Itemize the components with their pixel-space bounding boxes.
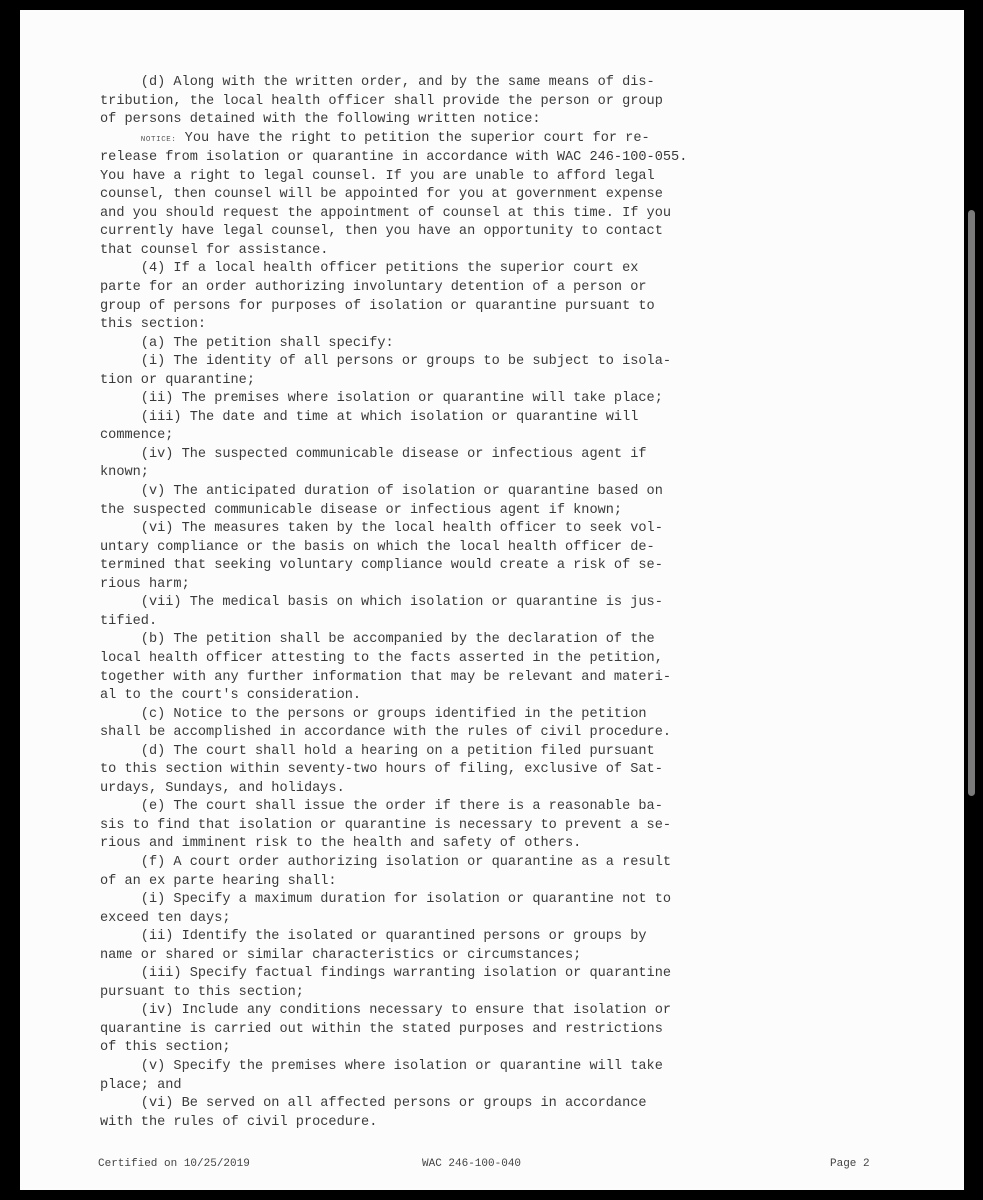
text-line: (d) The court shall hold a hearing on a petition filed pursuant — [100, 743, 655, 759]
text-line: (4) If a local health officer petitions the superior court ex — [100, 261, 639, 277]
text-line: of this section; — [100, 1040, 231, 1056]
text-line: al to the court's consideration. — [100, 688, 362, 704]
text-line: this section: — [100, 317, 207, 333]
top-border — [0, 0, 983, 10]
text-line: (ii) Identify the isolated or quarantined persons or groups by — [100, 929, 647, 945]
text-line: commence; — [100, 428, 174, 444]
text-line: (iii) The date and time at which isolation or quarantine will — [100, 409, 639, 425]
text-line: quarantine is carried out within the stated purposes and restrictions — [100, 1021, 663, 1037]
text-line: (i) Specify a maximum duration for isolation or quarantine not to — [100, 892, 672, 908]
text-line: (iii) Specify factual findings warranting isolation or quarantine — [100, 966, 672, 982]
text-line: (vi) Be served on all affected persons or groups in accordance — [100, 1096, 647, 1112]
text-line: untary compliance or the basis on which the local health officer de- — [100, 539, 655, 555]
text-line: tribution, the local health officer shall provide the person or group — [100, 93, 663, 109]
text-line: (e) The court shall issue the order if there is a reasonable ba- — [100, 799, 663, 815]
text-line: (iv) Include any conditions necessary to ensure that isolation or — [100, 1003, 672, 1019]
indent — [100, 131, 141, 146]
text-line: rious and imminent risk to the health and safety of others. — [100, 836, 582, 852]
text-line: local health officer attesting to the facts asserted in the petition, — [100, 650, 663, 666]
notice-label: NOTICE: — [140, 135, 177, 144]
text-line: parte for an order authorizing involuntary detention of a person or — [100, 280, 647, 296]
text-line: the suspected communicable disease or infectious agent if known; — [100, 502, 623, 518]
text-line: tified. — [100, 613, 158, 629]
text-line: (vi) The measures taken by the local health officer to seek vol- — [100, 521, 663, 537]
text-line: group of persons for purposes of isolation or quarantine pursuant to — [100, 298, 655, 314]
text-line: (d) Along with the written order, and by the same means of dis- — [100, 75, 655, 90]
text-line: rious harm; — [100, 576, 190, 592]
text-line: (ii) The premises where isolation or quarantine will take place; — [100, 391, 663, 407]
vertical-scrollbar[interactable] — [968, 210, 975, 796]
text-line: tion or quarantine; — [100, 372, 255, 388]
text-line: shall be accomplished in accordance with the rules of civil procedure. — [100, 725, 672, 741]
text-line: exceed ten days; — [100, 910, 231, 926]
footer-certified-date: Certified on 10/25/2019 — [98, 1158, 250, 1170]
text-line: urdays, Sundays, and holidays. — [100, 780, 345, 796]
text-line: (v) Specify the premises where isolation or quarantine will take — [100, 1058, 663, 1074]
document-page — [20, 10, 964, 1190]
text-line: (v) The anticipated duration of isolation or quarantine based on — [100, 484, 663, 500]
text-line: together with any further information that may be relevant and materi- — [100, 669, 672, 685]
text-line: counsel, then counsel will be appointed for you at government expense — [100, 187, 663, 203]
notice-line — [100, 130, 884, 150]
text-line: and you should request the appointment of counsel at this time. If you — [100, 205, 672, 221]
text-line: (i) The identity of all persons or groups to be subject to isola- — [100, 354, 672, 370]
text-line: (iv) The suspected communicable disease or infectious agent if — [100, 446, 647, 462]
text-line: that counsel for assistance. — [100, 242, 329, 258]
text-line: (vii) The medical basis on which isolation or quarantine is jus- — [100, 595, 663, 611]
text-line: release from isolation or quarantine in accordance with WAC 246-100-055. — [100, 150, 688, 166]
text-line: (c) Notice to the persons or groups identified in the petition — [100, 706, 647, 722]
text-line: place; and — [100, 1077, 182, 1093]
text-line: to this section within seventy-two hours of filing, exclusive of Sat- — [100, 762, 663, 778]
notice-text: You have the right to petition the superior court for re- — [176, 130, 650, 146]
text-line: (b) The petition shall be accompanied by the declaration of the — [100, 632, 655, 648]
text-line: known; — [100, 465, 149, 481]
footer-citation: WAC 246-100-040 — [422, 1158, 522, 1170]
text-line: termined that seeking voluntary compliance would create a risk of se- — [100, 558, 663, 574]
text-line: (a) The petition shall specify: — [100, 335, 394, 351]
text-line: with the rules of civil procedure. — [100, 1114, 378, 1130]
document-body — [100, 74, 884, 1132]
text-line: of persons detained with the following written notice: — [100, 112, 541, 128]
text-line: pursuant to this section; — [100, 984, 304, 1000]
text-line: name or shared or similar characteristics or circumstances; — [100, 947, 582, 963]
text-line: (f) A court order authorizing isolation or quarantine as a result — [100, 854, 672, 870]
footer-page-number: Page 2 — [830, 1158, 870, 1170]
bottom-border — [0, 1190, 983, 1200]
text-line: of an ex parte hearing shall: — [100, 873, 337, 889]
text-line: currently have legal counsel, then you have an opportunity to contact — [100, 224, 663, 240]
text-line: sis to find that isolation or quarantine is necessary to prevent a se- — [100, 817, 672, 833]
text-line: You have a right to legal counsel. If you are unable to afford legal — [100, 168, 655, 184]
